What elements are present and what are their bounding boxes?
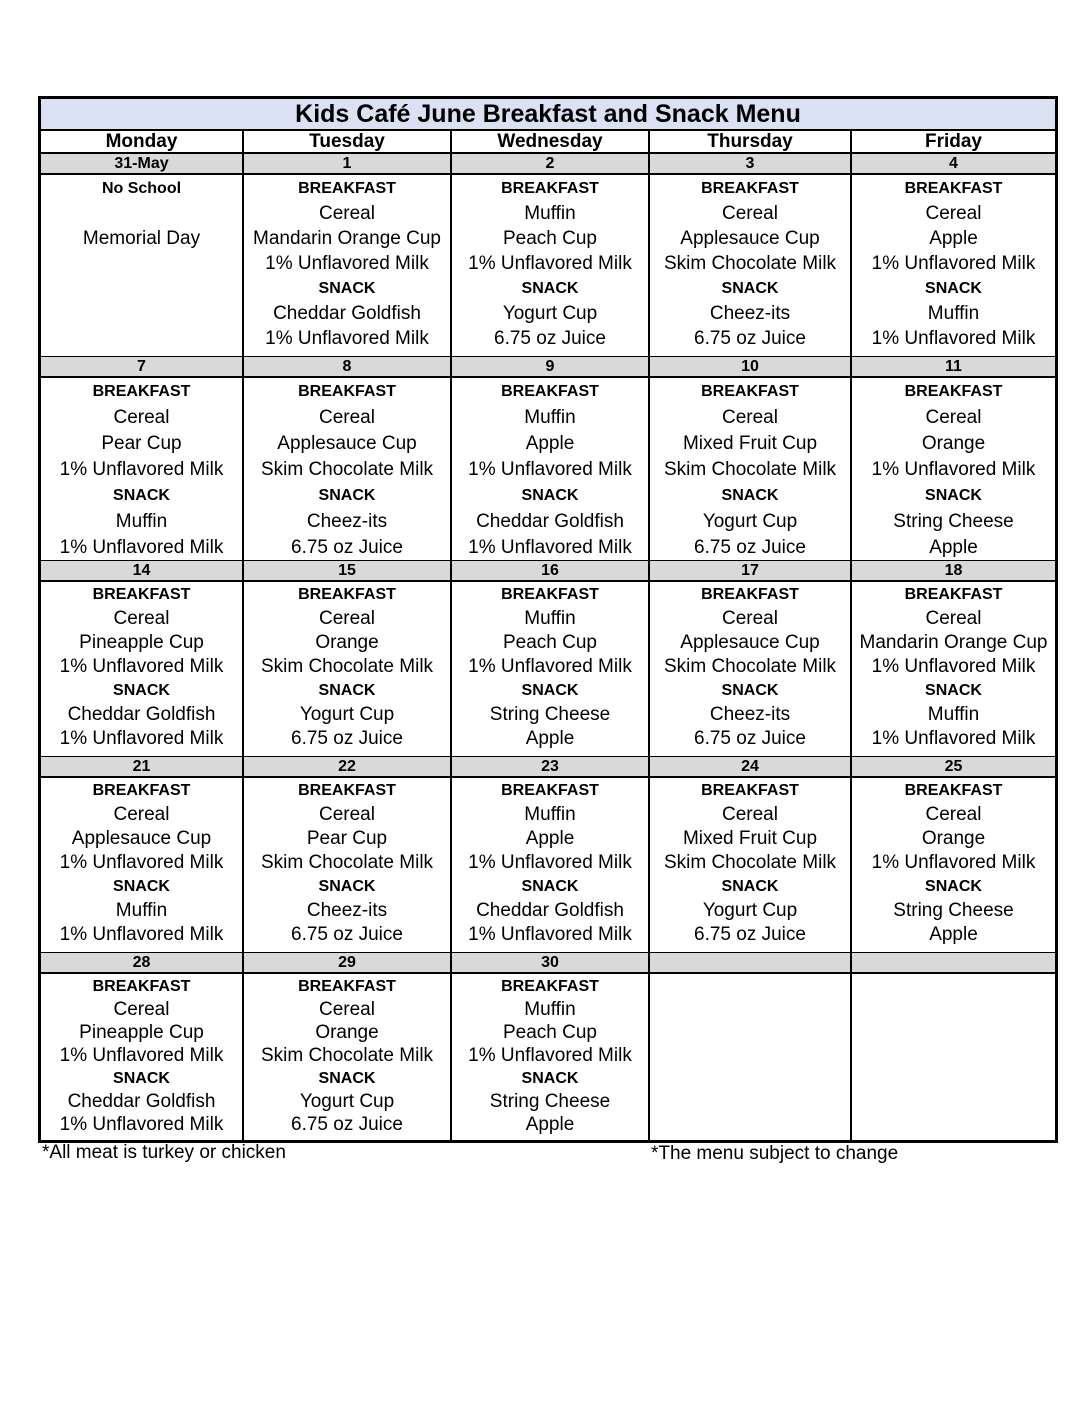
menu-item: Skim Chocolate Milk (663, 253, 837, 274)
menu-item: Cereal (319, 407, 375, 428)
meal-heading: BREAKFAST (904, 180, 1003, 197)
meal-heading: SNACK (521, 280, 579, 297)
menu-item: Muffin (524, 999, 576, 1020)
meal-heading: SNACK (318, 1070, 376, 1087)
menu-item: 6.75 oz Juice (694, 537, 806, 558)
menu-item: Cereal (319, 999, 375, 1020)
meal-heading: SNACK (318, 487, 376, 504)
meal-heading: BREAKFAST (701, 180, 799, 197)
meal-heading: SNACK (113, 682, 170, 699)
meal-heading: BREAKFAST (501, 383, 599, 400)
menu-item: Cereal (925, 407, 982, 428)
meal-heading: SNACK (113, 1070, 170, 1087)
menu-item: Muffin (115, 511, 168, 532)
date-label: 28 (41, 952, 244, 974)
menu-item: 1% Unflavored Milk (59, 1114, 224, 1135)
menu-item: Cereal (722, 407, 778, 428)
menu-item: Yogurt Cup (702, 511, 798, 532)
day-cell (852, 175, 1055, 356)
menu-item: Mandarin Orange Cup (253, 228, 441, 249)
menu-item: Applesauce Cup (680, 228, 820, 249)
menu-item: Cheez-its (306, 900, 388, 921)
menu-item: 6.75 oz Juice (291, 728, 403, 749)
date-label: 11 (852, 356, 1055, 378)
day-cell (852, 378, 1055, 560)
date-label: 17 (650, 560, 852, 582)
meal-heading: SNACK (721, 487, 779, 504)
menu-item: 6.75 oz Juice (291, 537, 403, 558)
menu-item: Apple (525, 1114, 575, 1135)
day-cell (650, 582, 852, 756)
menu-item: Cheez-its (709, 303, 791, 324)
meal-heading: SNACK (113, 878, 170, 895)
menu-item: Apple (929, 537, 978, 558)
menu-item: 1% Unflavored Milk (871, 459, 1036, 480)
menu-item: Cereal (113, 999, 170, 1020)
day-cell (650, 974, 852, 1140)
day-cell (452, 778, 650, 952)
menu-item: 1% Unflavored Milk (871, 328, 1036, 349)
date-label: 16 (452, 560, 650, 582)
menu-item: 6.75 oz Juice (694, 728, 806, 749)
menu-item: 1% Unflavored Milk (468, 537, 632, 558)
meal-heading: SNACK (318, 682, 376, 699)
menu-item: Memorial Day (82, 228, 201, 249)
date-label: 29 (244, 952, 452, 974)
day-cell (244, 582, 452, 756)
date-label: 30 (452, 952, 650, 974)
menu-item: 6.75 oz Juice (291, 1114, 403, 1135)
menu-item: Cheez-its (709, 704, 791, 725)
menu-item: Peach Cup (502, 632, 597, 653)
meal-heading: BREAKFAST (298, 586, 396, 603)
menu-item: Yogurt Cup (299, 1091, 395, 1112)
menu-item: Pineapple Cup (79, 632, 204, 653)
menu-item: 1% Unflavored Milk (59, 459, 224, 480)
menu-item: 6.75 oz Juice (291, 924, 403, 945)
menu-item: Pear Cup (101, 433, 182, 454)
menu-item: Yogurt Cup (702, 900, 798, 921)
day-cell (41, 175, 244, 356)
menu-item: Skim Chocolate Milk (663, 656, 837, 677)
menu-item: Apple (929, 924, 978, 945)
menu-item: Pear Cup (306, 828, 388, 849)
menu-item: Skim Chocolate Milk (260, 656, 434, 677)
menu-item: Muffin (927, 303, 980, 324)
date-label: 14 (41, 560, 244, 582)
meal-heading: BREAKFAST (298, 180, 396, 197)
menu-item: 1% Unflavored Milk (871, 656, 1036, 677)
date-label: 2 (452, 153, 650, 175)
menu-item: 1% Unflavored Milk (59, 656, 224, 677)
day-cell (650, 175, 852, 356)
day-cell (244, 974, 452, 1140)
menu-item: Cereal (113, 804, 170, 825)
day-cell (244, 778, 452, 952)
menu-item: Skim Chocolate Milk (260, 852, 434, 873)
date-label: 23 (452, 756, 650, 778)
day-cell (452, 378, 650, 560)
menu-item: Yogurt Cup (299, 704, 395, 725)
meal-heading: BREAKFAST (298, 978, 396, 995)
meal-heading: BREAKFAST (298, 383, 396, 400)
menu-item: 1% Unflavored Milk (59, 1045, 224, 1066)
date-label: 1 (244, 153, 452, 175)
meal-heading: SNACK (521, 487, 579, 504)
day-cell (452, 974, 650, 1140)
meal-heading: SNACK (521, 878, 579, 895)
date-label: 9 (452, 356, 650, 378)
menu-item: Apple (525, 433, 575, 454)
menu-item: Yogurt Cup (502, 303, 598, 324)
menu-item: Muffin (115, 900, 168, 921)
menu-item: Cereal (113, 407, 170, 428)
day-cell (852, 778, 1055, 952)
date-label: 4 (852, 153, 1055, 175)
menu-item: 1% Unflavored Milk (59, 924, 224, 945)
meal-heading: BREAKFAST (701, 586, 799, 603)
day-cell (650, 378, 852, 560)
meal-heading: BREAKFAST (501, 782, 599, 799)
menu-item: Mandarin Orange Cup (859, 632, 1048, 653)
menu-item: Skim Chocolate Milk (663, 852, 837, 873)
menu-item: Cereal (925, 608, 982, 629)
menu-item: String Cheese (893, 511, 1014, 532)
date-label (650, 952, 852, 974)
date-label: 21 (41, 756, 244, 778)
menu-item: 1% Unflavored Milk (59, 852, 224, 873)
menu-item: Cheddar Goldfish (476, 511, 624, 532)
meal-heading: BREAKFAST (501, 586, 599, 603)
meal-heading: BREAKFAST (92, 586, 191, 603)
meal-heading: SNACK (521, 1070, 579, 1087)
menu-item: Orange (921, 433, 986, 454)
day-cell (41, 582, 244, 756)
menu-item: 6.75 oz Juice (694, 924, 806, 945)
meal-heading: No School (101, 180, 182, 197)
meal-heading: SNACK (925, 878, 982, 895)
menu-item: Cheddar Goldfish (67, 1091, 216, 1112)
menu-item: Cereal (113, 608, 170, 629)
menu-item: Skim Chocolate Milk (663, 459, 837, 480)
day-header-thursday: Thursday (650, 131, 852, 153)
menu-item: Peach Cup (502, 228, 597, 249)
date-label: 15 (244, 560, 452, 582)
menu-item: Applesauce Cup (680, 632, 820, 653)
date-label: 10 (650, 356, 852, 378)
date-label: 31-May (41, 153, 244, 175)
date-label: 25 (852, 756, 1055, 778)
meal-heading: BREAKFAST (298, 782, 396, 799)
day-cell (244, 378, 452, 560)
menu-item: 1% Unflavored Milk (468, 253, 632, 274)
day-cell (41, 974, 244, 1140)
meal-heading: BREAKFAST (701, 782, 799, 799)
menu-item: Cheddar Goldfish (476, 900, 624, 921)
menu-item: Muffin (524, 608, 576, 629)
menu-item: Muffin (927, 704, 980, 725)
day-cell (452, 175, 650, 356)
menu-item: 1% Unflavored Milk (59, 728, 224, 749)
menu-item: Cheddar Goldfish (67, 704, 216, 725)
day-cell (650, 778, 852, 952)
meal-heading: SNACK (925, 487, 982, 504)
menu-item: Apple (929, 228, 978, 249)
menu-item: Cereal (319, 804, 375, 825)
menu-item: String Cheese (893, 900, 1014, 921)
menu-item: Cereal (925, 203, 982, 224)
date-label (852, 952, 1055, 974)
date-label: 3 (650, 153, 852, 175)
menu-item: 1% Unflavored Milk (871, 728, 1036, 749)
meal-heading: BREAKFAST (92, 782, 191, 799)
meal-heading: BREAKFAST (701, 383, 799, 400)
meal-heading: BREAKFAST (501, 180, 599, 197)
menu-item: String Cheese (489, 704, 611, 725)
meal-heading: BREAKFAST (92, 978, 191, 995)
menu-item: Cereal (319, 608, 375, 629)
menu-item: Cereal (722, 608, 778, 629)
menu-item: Applesauce Cup (71, 828, 212, 849)
day-cell (41, 378, 244, 560)
day-cell (852, 974, 1055, 1140)
menu-item: Mixed Fruit Cup (682, 433, 818, 454)
menu-item: Orange (315, 1022, 379, 1043)
meal-heading: SNACK (925, 280, 982, 297)
meal-heading: SNACK (721, 878, 779, 895)
menu-item: 1% Unflavored Milk (265, 253, 429, 274)
menu-item: 6.75 oz Juice (494, 328, 606, 349)
menu-table (38, 96, 1058, 1143)
menu-item: Applesauce Cup (277, 433, 417, 454)
menu-item: Mixed Fruit Cup (682, 828, 818, 849)
menu-item: 1% Unflavored Milk (59, 537, 224, 558)
day-cell (452, 582, 650, 756)
meal-heading: BREAKFAST (904, 383, 1003, 400)
meal-heading: BREAKFAST (904, 782, 1003, 799)
menu-item: Skim Chocolate Milk (260, 1045, 434, 1066)
menu-item: 1% Unflavored Milk (468, 852, 632, 873)
menu-item: Cereal (925, 804, 982, 825)
meal-heading: SNACK (318, 280, 376, 297)
meal-heading: SNACK (318, 878, 376, 895)
meal-heading: SNACK (721, 682, 779, 699)
menu-item: 1% Unflavored Milk (871, 852, 1036, 873)
menu-item: Apple (525, 828, 575, 849)
date-label: 8 (244, 356, 452, 378)
day-header-tuesday: Tuesday (244, 131, 452, 153)
menu-item: 6.75 oz Juice (694, 328, 806, 349)
menu-item: 1% Unflavored Milk (468, 656, 632, 677)
menu-title: Kids Café June Breakfast and Snack Menu (41, 99, 1055, 131)
menu-item: Muffin (524, 407, 576, 428)
menu-item: 1% Unflavored Milk (468, 459, 632, 480)
date-label: 18 (852, 560, 1055, 582)
menu-item: Cheez-its (306, 511, 388, 532)
meal-heading: SNACK (721, 280, 779, 297)
meal-heading: SNACK (521, 682, 579, 699)
menu-item: 1% Unflavored Milk (468, 924, 632, 945)
day-cell (244, 175, 452, 356)
menu-item (41, 201, 242, 226)
menu-item: Orange (315, 632, 379, 653)
date-label: 7 (41, 356, 244, 378)
menu-item: Cereal (722, 804, 778, 825)
menu-item: Skim Chocolate Milk (260, 459, 434, 480)
menu-item: Cereal (319, 203, 375, 224)
menu-item: Pineapple Cup (79, 1022, 204, 1043)
day-cell (852, 582, 1055, 756)
menu-item: Apple (525, 728, 575, 749)
menu-item: 1% Unflavored Milk (468, 1045, 632, 1066)
menu-item: Muffin (524, 804, 576, 825)
menu-item: Cheddar Goldfish (273, 303, 421, 324)
menu-item: Muffin (524, 203, 576, 224)
meal-heading: SNACK (113, 487, 170, 504)
day-cell (41, 778, 244, 952)
menu-item: 1% Unflavored Milk (871, 253, 1036, 274)
menu-item: String Cheese (489, 1091, 611, 1112)
day-header-monday: Monday (41, 131, 244, 153)
menu-item: Orange (921, 828, 986, 849)
footnote-meat: *All meat is turkey or chicken (42, 1142, 286, 1163)
date-label: 22 (244, 756, 452, 778)
date-label: 24 (650, 756, 852, 778)
footnote-menu-change: *The menu subject to change (651, 1143, 899, 1164)
menu-item: 1% Unflavored Milk (265, 328, 429, 349)
meal-heading: SNACK (925, 682, 982, 699)
day-header-wednesday: Wednesday (452, 131, 650, 153)
menu-item: Peach Cup (502, 1022, 597, 1043)
meal-heading: BREAKFAST (501, 978, 599, 995)
meal-heading: BREAKFAST (904, 586, 1003, 603)
meal-heading: BREAKFAST (92, 383, 191, 400)
day-header-friday: Friday (852, 131, 1055, 153)
menu-item: Cereal (722, 203, 778, 224)
